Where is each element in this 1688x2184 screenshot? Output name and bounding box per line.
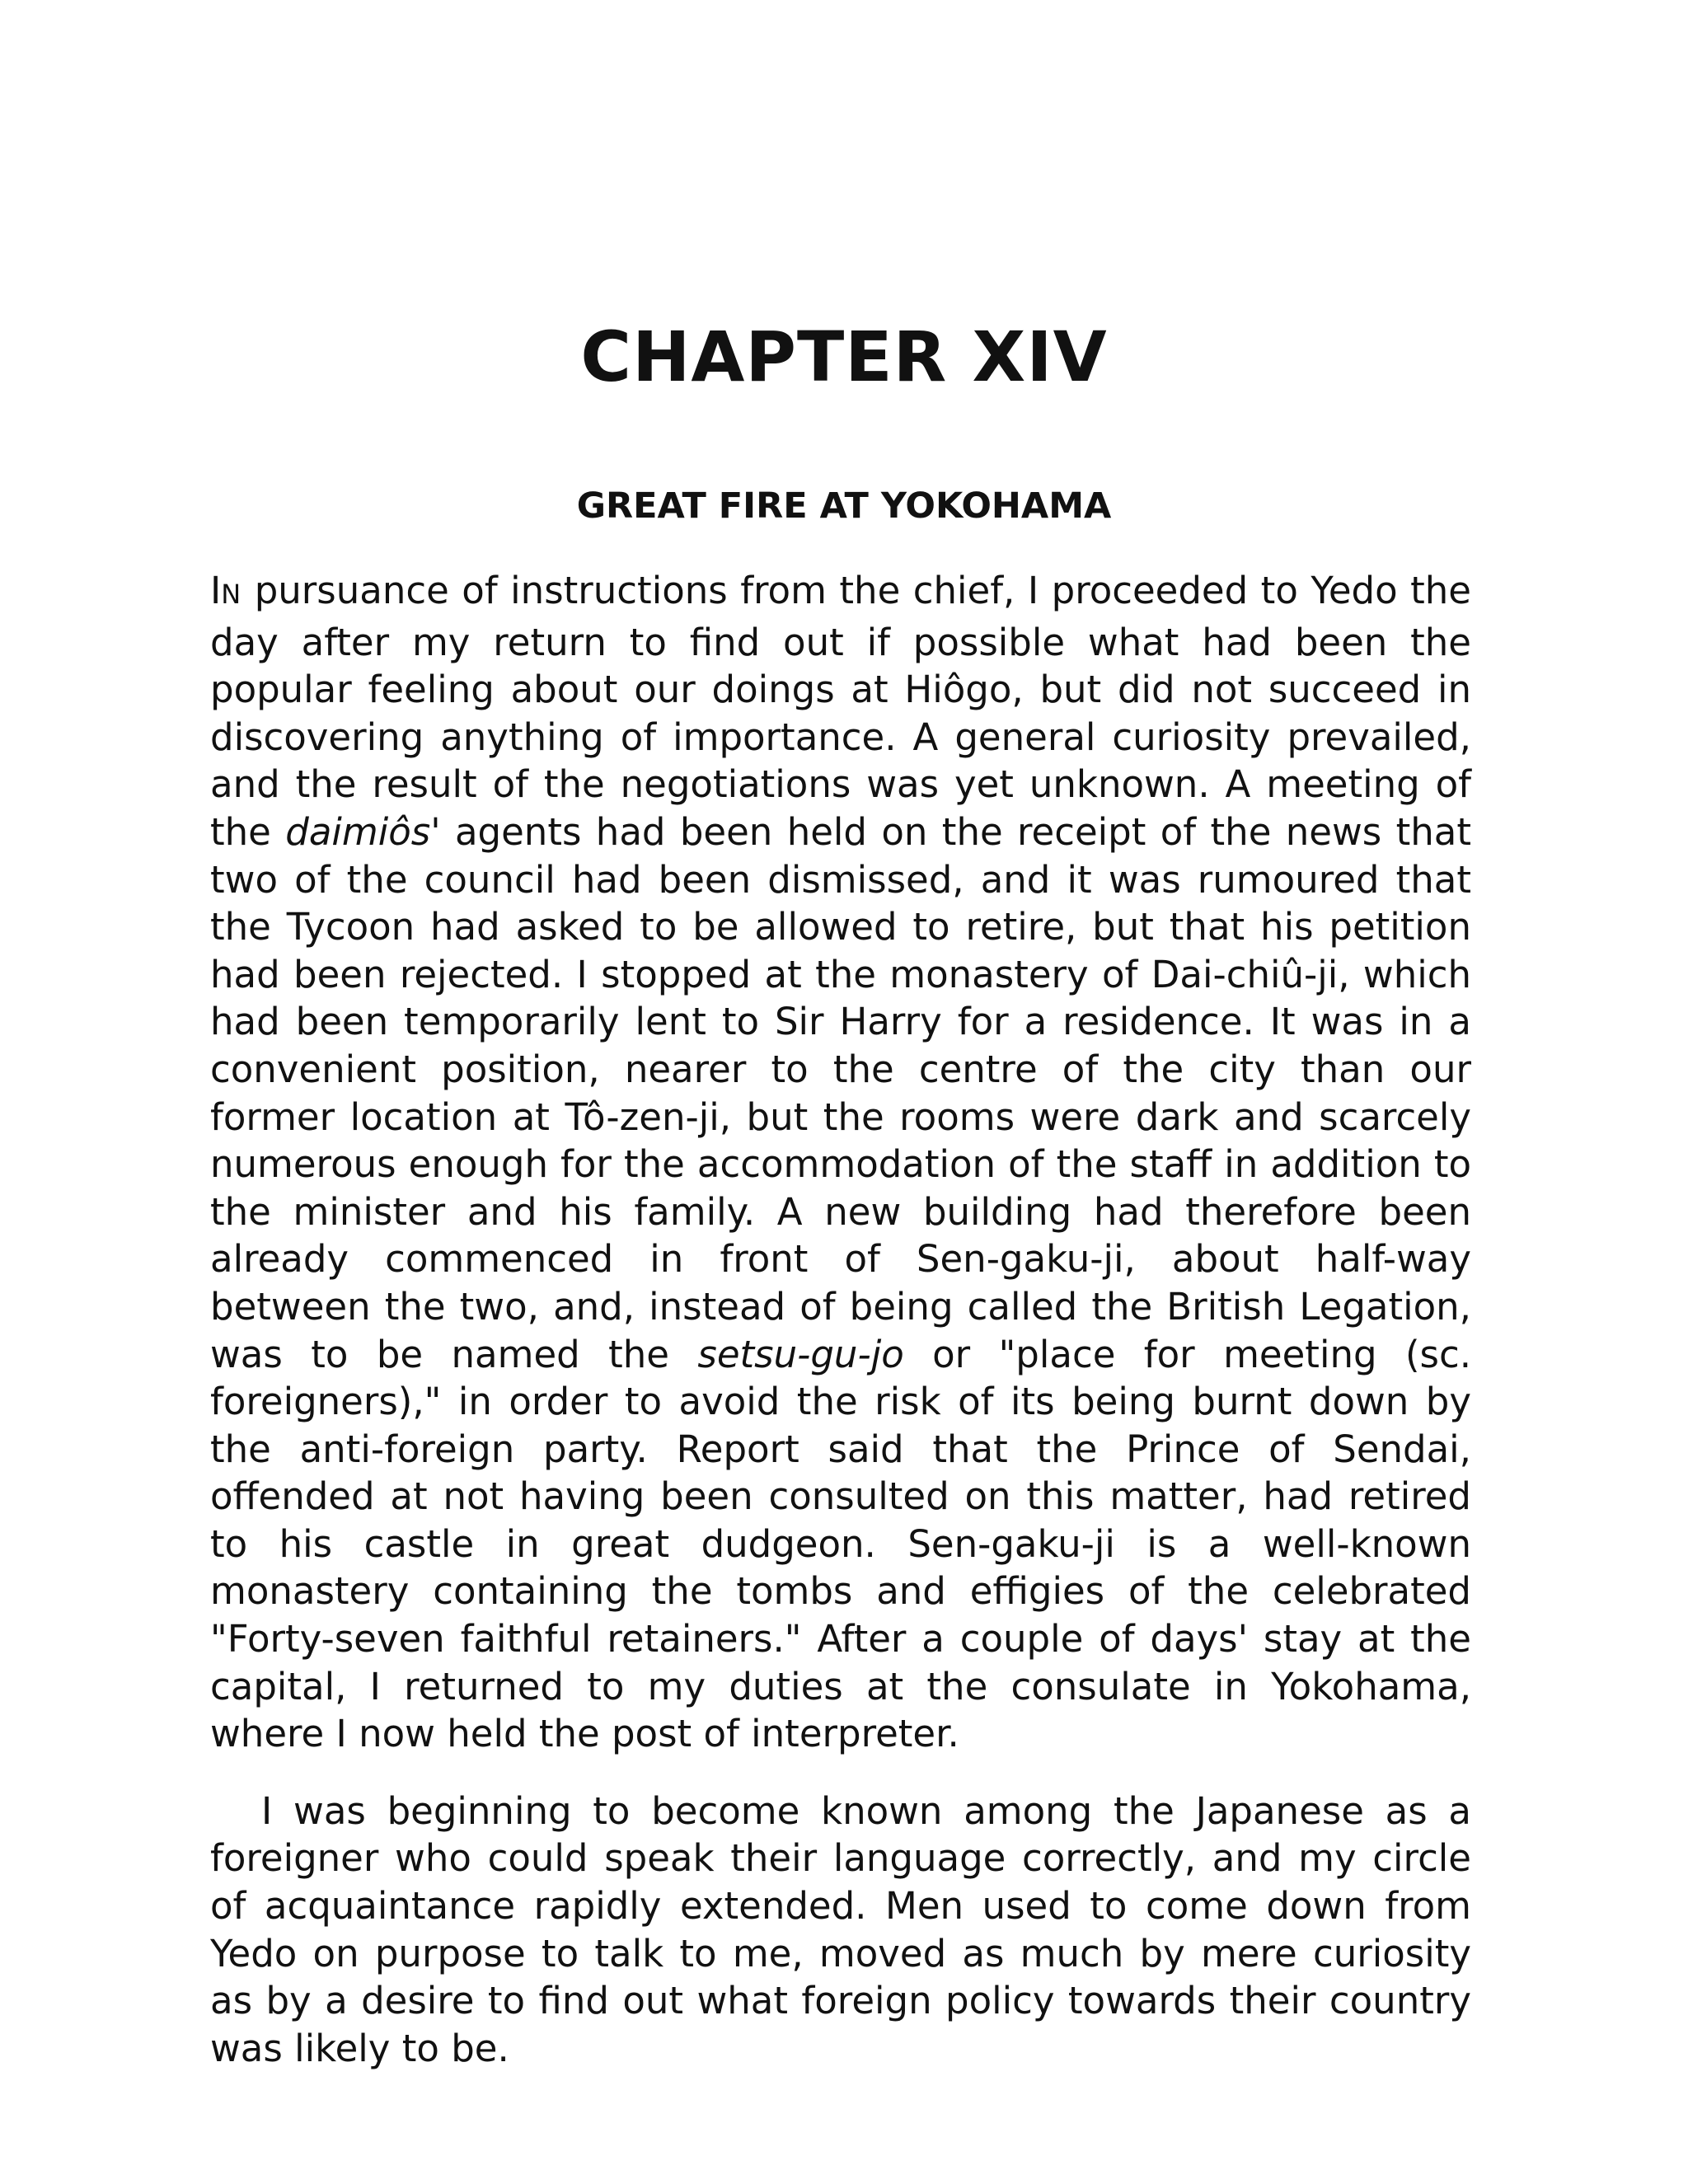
paragraph-1-text-a: pursuance of instructions from the chief, I proceeded to Yedo the day after my return to find out if possible what had been the popular feeling about our doings at Hiôgo, but did not succeed in discovering anything of importance. A general curiosity prevailed, and the result of the negotiations was yet unknown. A meeting of the xyxy=(210,569,1471,854)
chapter-subtitle: GREAT FIRE AT YOKOHAMA xyxy=(576,485,1112,527)
paragraph-1-text-c: or "place for meeting (sc. foreigners)," in order to avoid the risk of its being burnt down by the anti-foreign party. Report said that the Prince of Sendai, offended at not having been consulted on this matter, had retired to his castle in great dudgeon. Sen-gaku-ji is a well-known monastery containing the tombs and effigies of the celebrated "Forty-seven faithful retainers." After a couple of days' stay at the capital, I returned to my duties at the consulate in Yokohama, where I now held the post of interpreter. xyxy=(210,1332,1471,1756)
paragraph-1-italic-a: daimiôs xyxy=(285,809,431,854)
dropcap-smallcap: N xyxy=(221,579,242,610)
paragraph-2: I was beginning to become known among the Japanese as a foreigner who could speak their language correctly, and my circle of acquaintance rapidly extended. Men used to come down from Yedo on purpose to talk to me, moved as much by mere curiosity as by a desire to find out what foreign policy towards their country was likely to be. xyxy=(210,1788,1471,2070)
dropcap-initial: I xyxy=(210,569,222,612)
paragraph-1 xyxy=(210,567,1471,1758)
paragraph-1-text-b: ' agents had been held on the receipt of the news that two of the council had been dismissed, and it was rumoured that the Tycoon had asked to be allowed to retire, but that his petition had been rejected. I stopped at the monastery of Dai-chiû-ji, which had been temporarily lent to Sir Harry for a residence. It was in a convenient position, nearer to the centre of the city than our former location at Tô-zen-ji, but the rooms were dark and scarcely numerous enough for the accommodation of the staff in addition to the minister and his family. A new building had therefore been already commenced in front of Sen-gaku-ji, about half-way between the two, and, instead of being called the British Legation, was to be named the xyxy=(210,809,1472,1376)
paragraph-1-italic-b: setsu-gu-jo xyxy=(697,1332,904,1376)
chapter-title: CHAPTER XIV xyxy=(580,316,1108,397)
body-text xyxy=(210,567,1471,2072)
